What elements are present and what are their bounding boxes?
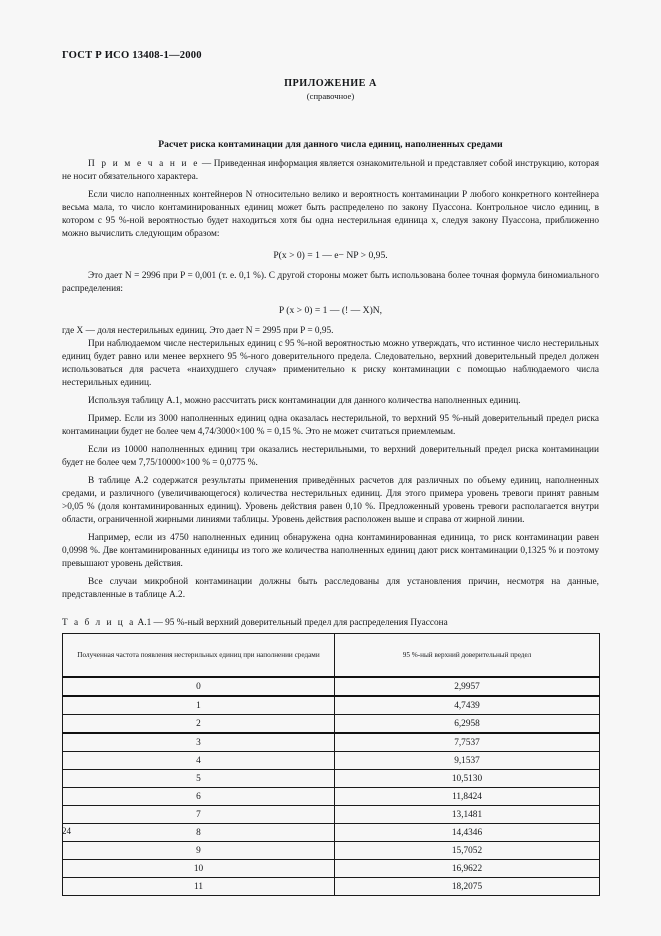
note-paragraph xyxy=(62,158,599,184)
cell-count: 3 xyxy=(63,733,335,752)
table-row xyxy=(63,878,600,896)
cell-limit: 9,1537 xyxy=(335,752,600,770)
running-head: ГОСТ Р ИСО 13408-1—2000 xyxy=(62,50,202,61)
column-header-limit: 95 %-ный верхний доверительный предел xyxy=(335,634,600,678)
paragraph-6-example: Пример. Если из 3000 наполненных единиц одна оказалась нестерильной, то верхний 95 %-ный доверительный предел риска контаминации будет не более чем 4,74/3000×100 % = 0,15 %. Это не может считаться приемлемым. xyxy=(62,414,599,437)
cell-limit: 4,7439 xyxy=(335,696,600,715)
cell-count: 1 xyxy=(63,696,335,715)
cell-count: 8 xyxy=(63,824,335,842)
table-caption-text: А.1 — 95 %-ный верхний доверительный предел для распределения Пуассона xyxy=(135,618,448,628)
formula-binomial: P (x > 0) = 1 — (! — X)N, xyxy=(278,305,383,316)
paragraph-1: Если число наполненных контейнеров N относительно велико и вероятность контаминации P любого конкретного контейнера весьма мала, то число контаминированных единиц может быть распределено по закону Пуассона. Контрольное число единиц, в котором с 95 %-ной вероятностью будет находиться хотя бы одна нестерильная единица x, следуя закону Пуассона, приближенно можно вычислить следующим образом: xyxy=(62,190,599,239)
cell-count: 6 xyxy=(63,788,335,806)
column-header-frequency: Полученная частота появления нестерильных единиц при наполнении средами xyxy=(63,634,335,678)
cell-count: 7 xyxy=(63,806,335,824)
cell-limit: 10,5130 xyxy=(335,770,600,788)
table-row xyxy=(63,696,600,715)
table-row xyxy=(63,752,600,770)
paragraph-2: Это дает N = 2996 при P = 0,001 (т. е. 0,1 %). С другой стороны может быть использована более точная формула биномиального распределения: xyxy=(62,271,599,294)
annex-subtitle: (справочное) xyxy=(306,91,355,101)
cell-limit: 18,2075 xyxy=(335,878,600,896)
paragraph-4: При наблюдаемом числе нестерильных единиц с 95 %-ной вероятностью можно утверждать, что истинное число нестерильных единиц будет равно или менее верхнего 95 %-ного доверительного предела. Следовательно, верхний доверительный предел должен использоваться для расчета «наихудшего случая» применительно к риску контаминации с помощью наблюдаемого числа нестерильных единиц. xyxy=(62,339,599,388)
section-title: Расчет риска контаминации для данного числа единиц, наполненных средами xyxy=(158,139,503,150)
cell-limit: 7,7537 xyxy=(335,733,600,752)
table-row xyxy=(63,788,600,806)
table-header-row xyxy=(63,634,600,678)
note-label: П р и м е ч а н и е xyxy=(88,159,200,169)
cell-count: 10 xyxy=(63,860,335,878)
table-row xyxy=(63,733,600,752)
paragraph-5: Используя таблицу А.1, можно рассчитать риск контаминации для данного количества наполненных единиц. xyxy=(88,396,521,406)
cell-limit: 2,9957 xyxy=(335,677,600,696)
paragraph-7: Если из 10000 наполненных единиц три оказались нестерильными, то верхний доверительный предел риска контаминации будет не более чем 7,75/10000×100 % = 0,0775 %. xyxy=(62,445,599,468)
table-caption xyxy=(62,618,599,628)
page-number: 24 xyxy=(62,826,71,836)
table-a1 xyxy=(62,633,600,896)
cell-limit: 14,4346 xyxy=(335,824,600,842)
cell-limit: 13,1481 xyxy=(335,806,600,824)
table-row xyxy=(63,770,600,788)
cell-limit: 15,7052 xyxy=(335,842,600,860)
table-caption-label: Т а б л и ц а xyxy=(62,618,136,628)
table-row xyxy=(63,715,600,734)
paragraph-10: Все случаи микробной контаминации должны быть расследованы для установления причин, несмотря на данные, представленные в таблице А.2. xyxy=(62,577,599,600)
formula-poisson: P(x > 0) = 1 — e− NP > 0,95. xyxy=(273,250,388,261)
table-row xyxy=(63,677,600,696)
cell-limit: 16,9622 xyxy=(335,860,600,878)
spacer xyxy=(62,150,599,158)
table-row xyxy=(63,842,600,860)
note-text: — Приведенная информация является ознакомительной и представляет собой инструкцию, которая не носит обязательного характера. xyxy=(62,159,600,182)
page-content xyxy=(62,78,599,896)
cell-limit: 6,2958 xyxy=(335,715,600,734)
cell-count: 0 xyxy=(63,677,335,696)
cell-count: 2 xyxy=(63,715,335,734)
table-row xyxy=(63,824,600,842)
paragraph-9: Например, если из 4750 наполненных единиц обнаружена одна контаминированная единица, то риск контаминации равен 0,0998 %. Две контаминированных единицы из того же количества наполненных единиц дают риск контаминации 0,1325 % и поэтому превышают уровень действия. xyxy=(62,533,599,569)
annex-title: ПРИЛОЖЕНИЕ А xyxy=(284,78,377,89)
table-row xyxy=(63,806,600,824)
table-row xyxy=(63,860,600,878)
paragraph-8: В таблице А.2 содержатся результаты применения приведённых расчетов для различных по объему единиц, наполненных средами, и различного (увеличивающегося) количества нестерильных единиц. Для этого примера уровень тревоги принят равным >0,05 % (доля контаминированных единиц). Уровень действия равен 0,10 %. Предложенный уровень тревоги располагается внутри области, ограниченной жирными линиями таблицы. Уровень действия расположен выше и справа от жирной линии. xyxy=(62,476,599,525)
cell-limit: 11,8424 xyxy=(335,788,600,806)
cell-count: 9 xyxy=(63,842,335,860)
paragraph-3: где X — доля нестерильных единиц. Это дает N = 2995 при P = 0,95. xyxy=(62,326,334,336)
table-body xyxy=(63,677,600,896)
cell-count: 4 xyxy=(63,752,335,770)
cell-count: 5 xyxy=(63,770,335,788)
cell-count: 11 xyxy=(63,878,335,896)
